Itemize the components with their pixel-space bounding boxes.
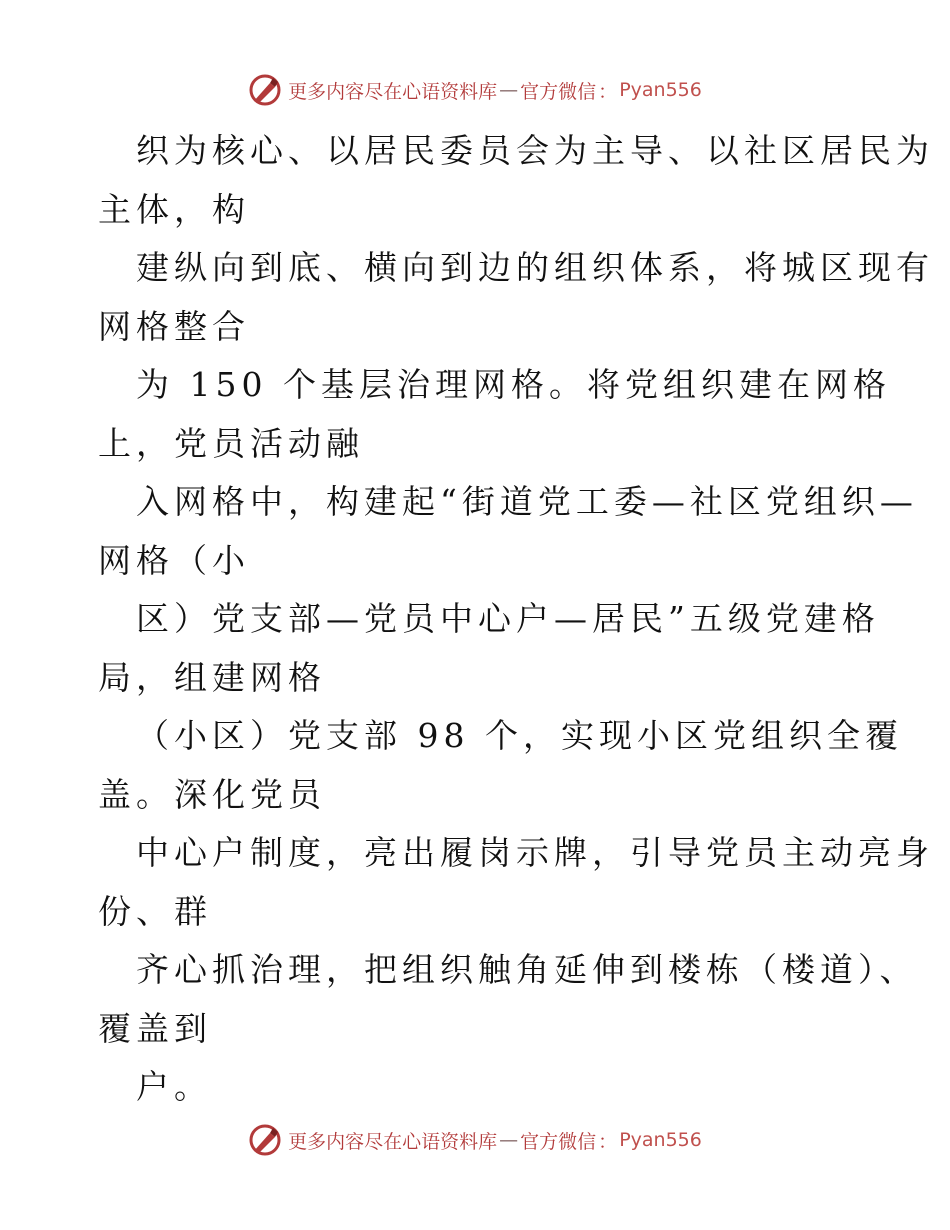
body-line: 户。 <box>136 1067 212 1106</box>
banner-wechat-label: 官方微信 <box>520 80 597 103</box>
banner-wechat-id: Pyan556 <box>619 79 702 101</box>
body-line: 覆盖到 <box>98 1008 212 1048</box>
header-watermark-banner <box>0 70 950 110</box>
pen-logo-icon <box>248 73 282 107</box>
body-line: 为 150 个基层治理网格。将党组织建在网格 <box>136 365 891 404</box>
banner-separator: ： <box>598 1130 618 1153</box>
banner-wechat-label: 官方微信 <box>520 1130 597 1153</box>
banner-site-text: 更多内容尽在心语资料库 <box>288 80 498 103</box>
body-line: 盖。深化党员 <box>98 774 326 814</box>
body-line: 建纵向到底、横向到边的组织体系，将城区现有 <box>136 248 934 287</box>
footer-watermark-banner <box>0 1120 950 1160</box>
pen-logo-icon <box>248 1123 282 1157</box>
body-line: 织为核心、以居民委员会为主导、以社区居民为 <box>136 131 934 170</box>
body-line: 入网格中，构建起“街道党工委—社区党组织— <box>136 482 918 521</box>
body-line: 网格整合 <box>98 306 250 346</box>
body-line: （小区）党支部 98 个，实现小区党组织全覆 <box>136 716 903 755</box>
body-line: 齐心抓治理，把组织触角延伸到楼栋（楼道）、 <box>136 950 918 989</box>
banner-site-text: 更多内容尽在心语资料库 <box>288 1130 498 1153</box>
document-body <box>98 122 934 1117</box>
banner-dash: — <box>499 1129 519 1151</box>
body-line: 区）党支部—党员中心户—居民”五级党建格 <box>136 599 880 638</box>
banner-separator: ： <box>598 80 618 103</box>
body-line: 上，党员活动融 <box>98 423 364 463</box>
body-line: 局，组建网格 <box>98 657 326 697</box>
body-line: 中心户制度，亮出履岗示牌，引导党员主动亮身 <box>136 833 934 872</box>
body-line: 网格（小 <box>98 540 250 580</box>
banner-dash: — <box>499 79 519 101</box>
banner-wechat-id: Pyan556 <box>619 1129 702 1151</box>
body-line: 主体，构 <box>98 189 250 229</box>
body-line: 份、群 <box>98 891 212 931</box>
